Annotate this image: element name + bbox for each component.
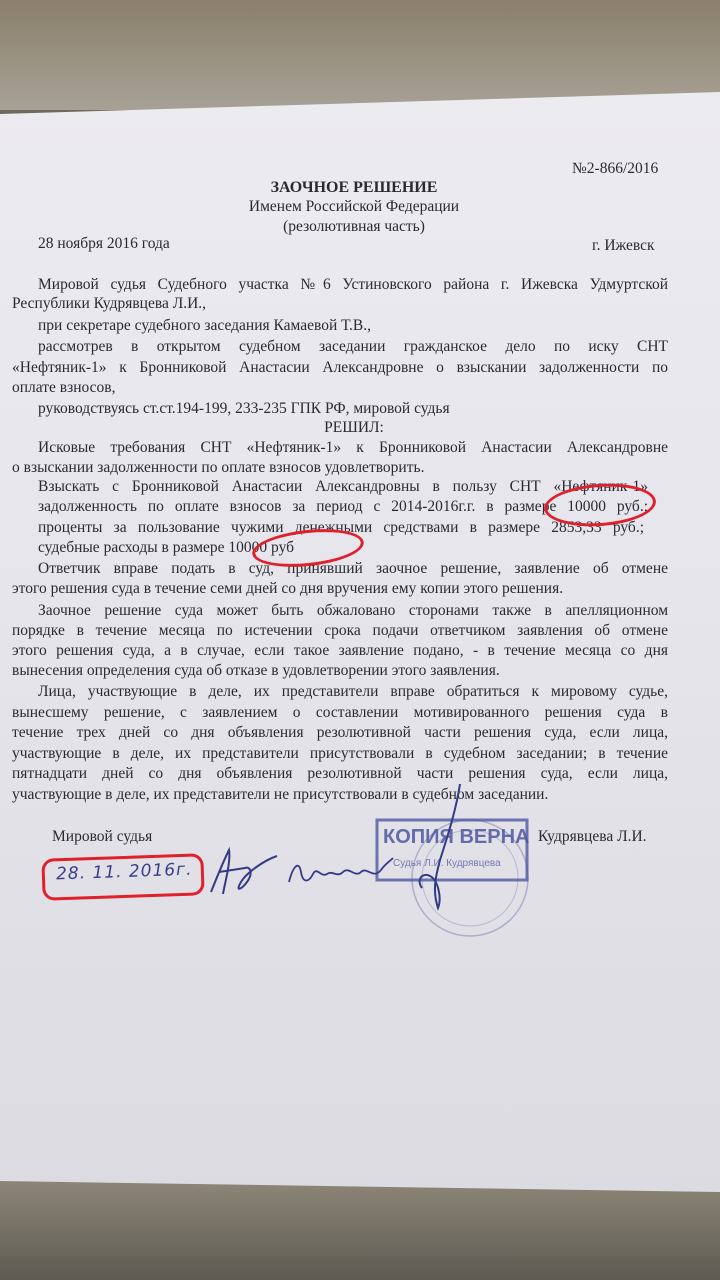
text-line: течение трех дней со дня объявления резолютивной части решения суда, если лица,	[12, 724, 668, 741]
decision-city: г. Ижевск	[592, 237, 655, 254]
text-line: Республики Кудрявцева Л.И.,	[12, 295, 207, 312]
text-line: проценты за пользование чужими денежными средствами в размере 2853,33 руб.;	[38, 519, 644, 536]
text-line: Исковые требования СНТ «Нефтяник-1» к Бронниковой Анастасии Александровне	[38, 439, 668, 456]
text-line: этого решения суда в течение семи дней со дня вручения ему копии этого решения.	[12, 580, 564, 597]
clerk-signature	[205, 842, 285, 902]
text-line: Ответчик вправе подать в суд, принявший заочное решение, заявление об отмене	[38, 560, 668, 577]
text-line: участвующие в деле, их представители присутствовали в судебном заседании; в течение	[12, 745, 668, 762]
judge-label: Мировой судья	[52, 828, 153, 845]
text-line: Мировой судья Судебного участка №6 Устиновского района г. Ижевска Удмуртской	[38, 276, 668, 293]
text-line: вынесшему решение, с заявлением о составлении мотивированного решения суда в	[12, 704, 668, 721]
stamp-small-text: Судья Л.И. Кудрявцева	[393, 858, 501, 869]
handwritten-date: 28. 11. 2016г.	[55, 859, 193, 885]
secretary-signature	[285, 852, 395, 892]
judge-signature	[408, 780, 478, 920]
text-line: Заочное решение суда может быть обжаловано сторонами также в апелляционном	[38, 602, 668, 619]
text-line: при секретаре судебного заседания Камаевой Т.В.,	[38, 317, 372, 334]
resolved-heading: РЕШИЛ:	[324, 419, 384, 436]
document-title: ЗАОЧНОЕ РЕШЕНИЕ	[270, 179, 438, 196]
text-line: этого решения суда, а в случае, если такое заявление подано, - в течение месяца со дня	[12, 642, 668, 659]
case-number: №2-866/2016	[572, 160, 659, 177]
text-line: «Нефтяник-1» к Бронниковой Анастасии Александровне о взыскании задолженности по	[12, 359, 668, 376]
text-line: порядке в течение месяца по истечении срока подачи ответчиком заявления об отмене	[12, 622, 668, 639]
judge-name: Кудрявцева Л.И.	[538, 828, 647, 845]
text-line: о взыскании задолженности по оплате взносов удовлетворить.	[12, 459, 425, 476]
document-subtitle-part: (резолютивная часть)	[283, 218, 425, 235]
background-bottom	[0, 1180, 720, 1280]
text-line: руководствуясь ст.ст.194-199, 233-235 ГПК РФ, мировой судья	[38, 400, 450, 417]
text-line: судебные расходы в размере 10000 руб	[38, 539, 295, 556]
document-subtitle: Именем Российской Федерации	[248, 198, 460, 215]
text-line: вынесения определения суда об отказе в удовлетворении этого заявления.	[12, 662, 500, 679]
text-line: пятнадцати дней со дня объявления резолютивной части решения суда, если лица,	[12, 765, 668, 782]
text-line: задолженность по оплате взносов за период с 2014-2016г.г. в размере 10000 руб.;	[38, 498, 648, 515]
decision-date: 28 ноября 2016 года	[38, 235, 170, 252]
text-line: Лица, участвующие в деле, их представители вправе обратиться к мировому судье,	[38, 683, 668, 700]
text-line: оплате взносов,	[12, 379, 116, 396]
text-line: Взыскать с Бронниковой Анастасии Александровны в пользу СНТ «Нефтяник-1»	[38, 478, 648, 495]
text-line: участвующие в деле, их представители не присутствовали в судебном заседании.	[12, 786, 549, 803]
background-top	[0, 0, 720, 110]
stamp-text: КОПИЯ ВЕРНА	[383, 826, 530, 848]
text-line: рассмотрев в открытом судебном заседании гражданское дело по иску СНТ	[38, 338, 668, 355]
